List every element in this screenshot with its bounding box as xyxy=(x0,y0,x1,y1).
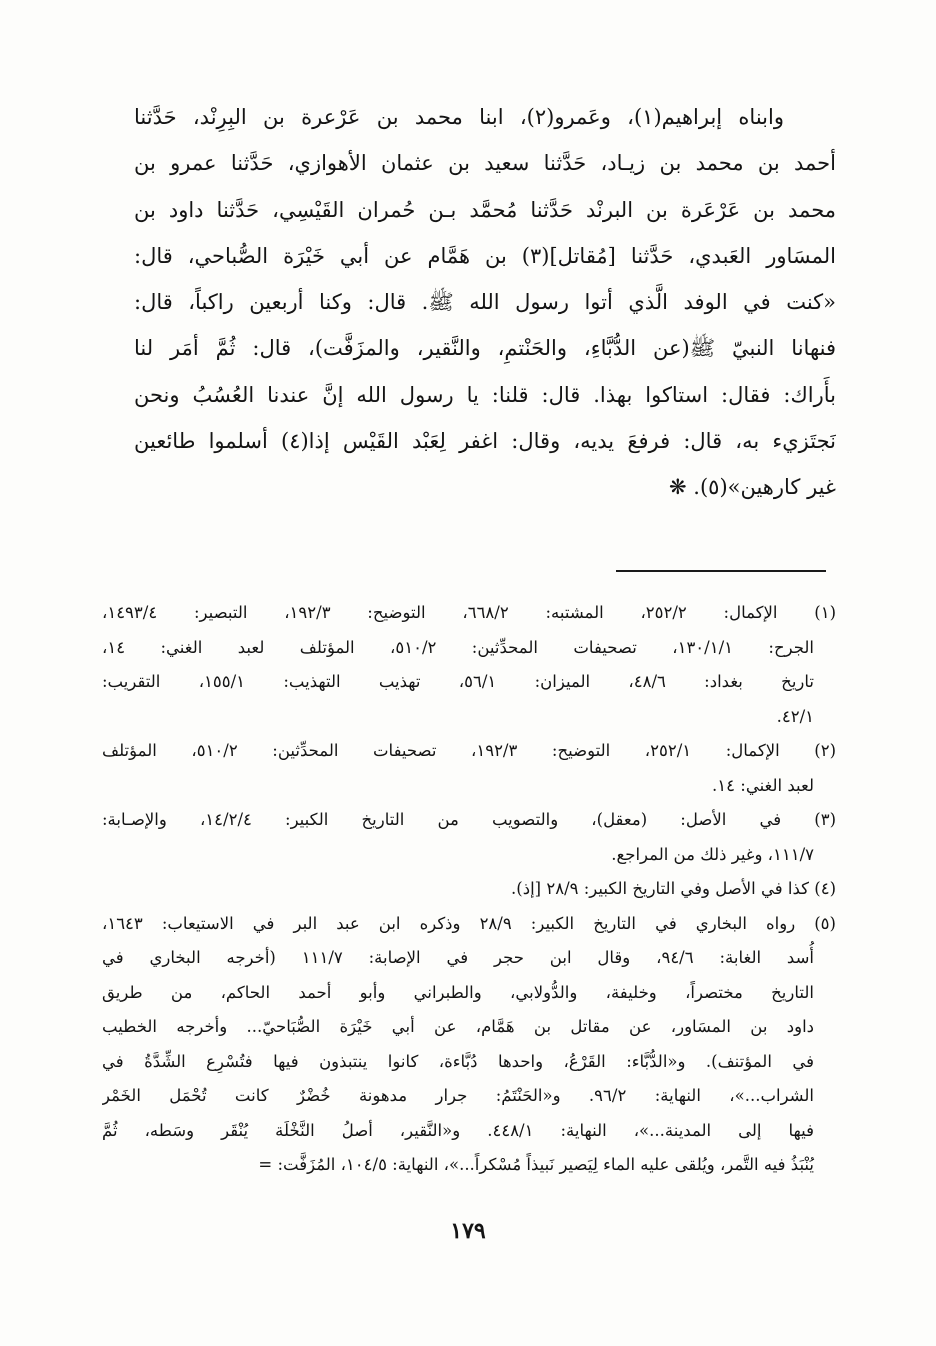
footnote-line: (٥) رواه البخاري في التاريخ الكبير: ٢٨/٩ وذكره ابن عبد البر في الاستيعاب: ١٦٤٣، xyxy=(102,913,836,933)
footnote-line: (٣) في الأصل: (معقل)، والتصويب من التاريخ الكبير: ١٤/٢/٤، والإصـابة: xyxy=(102,810,836,829)
footnote-line: الشراب...»، النهاية: ٩٦/٢. و«الحَنْتَمُ: جرار مدهونة خُضْرٌ كانت تُحْمَل الخَمْر xyxy=(102,1086,814,1105)
footnote-line: (١) الإكمال: ٢٥٢/٢، المشتبه: ٦٦٨/٢، التوضيح: ١٩٢/٣، التبصير: ١٤٩٣/٤، xyxy=(102,603,836,622)
footnote-line: (٤) كذا في الأصل وفي التاريخ الكبير: ٢٨/٩ [إذ). xyxy=(511,879,836,898)
page-number: ١٧٩ xyxy=(450,1218,486,1244)
main-text-line: المسَاور العَبدي، حَدَّثنا [مُقاتل](٣) بن هَمَّام عن أبي خَيْرَة الصُّباحي، قال: xyxy=(134,243,836,268)
footnote-separator xyxy=(616,570,826,572)
footnote-line: التاريخ مختصراً، وخليفة، والدُّولابي، والطبراني وأبو أحمد الحاكم، من طريق xyxy=(102,982,814,1002)
footnote-line: ٤٢/١. xyxy=(776,706,814,726)
main-text-line: غير كارهين»(٥). ❋ xyxy=(669,475,836,500)
footnote-5 xyxy=(102,907,836,1183)
main-text-line: محمد بن عَرْعَرة بن البرنْد حَدَّثنا مُحمَّد بـن حُمران القَيْسِي، حَدَّثنا داود بن xyxy=(134,197,836,222)
main-text-line: فنهانا النبيّ ﷺ(عن الدُّبَّاءِ، والحَنْتمِ، والنَّقير، والمزَفَّت)، قال: ثُمَّ أمَر لنا xyxy=(134,336,836,361)
footnote-line: (٢) الإكمال: ٢٥٢/١، التوضيح: ١٩٢/٣، تصحيفات المحدِّثين: ٥١٠/٢، المؤتلف xyxy=(102,741,836,760)
main-text-line: «كنت في الوفد الَّذي أتوا رسول الله ﷺ. قال: وكنا أربعين راكباً، قال: xyxy=(134,290,836,315)
footnote-line: في المؤتنف). و«الدُّبَّاء: القَرْعُ، واحدها دُبَّاءة، كانوا ينتبذون فيها فتُسْرِع الشِّدَّةُ في xyxy=(102,1051,814,1071)
footnote-line: فيها إلى المدينة...»، النهاية: ٤٤٨/١. و«النَّقير، أصلُ النَّخْلَة يُنْقَر وسَطه، ثُمَّ xyxy=(102,1120,815,1140)
main-text-line: نَجتَزيء به، قال: فرفعَ يديه، وقال: اغفر لِعَبْد القَيْس إذا(٤) أسلموا طائعين xyxy=(134,429,836,454)
footnote-line: ١١١/٧، وغير ذلك من المراجع. xyxy=(611,844,814,864)
footnote-line: تاريخ بغداد: ٤٨/٦، الميزان: ٥٦/١، تهذيب التهذيب: ١٥٥/١، التقريب: xyxy=(102,672,815,691)
footnote-2 xyxy=(102,734,836,803)
footnotes-block xyxy=(102,596,836,1183)
main-text-line: بأَراك: فقال: استاكوا بهذا. قال: قلنا: يا رسول الله إنَّ عندنا العُسُبُ ونحن xyxy=(134,382,836,407)
footnote-line: لعبد الغني: ١٤. xyxy=(712,775,814,795)
main-text-line-content: وابناه إبراهيم(١)، وعَمرو(٢)، ابنا محمد بن عَرْعرة بن البِرِنْد، حَدَّثنا xyxy=(134,105,784,129)
main-text-line: أحمد بن محمد بن زيـاد، حَدَّثنا سعيد بن عثمان الأهوازي، حَدَّثنا عمرو بن xyxy=(134,151,836,176)
footnote-line: أُسد الغابة: ٩٤/٦، وقال ابن حجر في الإصابة: ١١١/٧ (أخرجه البخاري في xyxy=(102,948,814,967)
main-text-block xyxy=(134,94,836,511)
footnote-line: يُنْبَذُ فيه التَّمر، ويُلقى عليه الماء لِيَصير نَبيذاً مُسْكراً...»، النهاية: ١٠٤/٥، المُزَفَّت: = xyxy=(258,1155,814,1174)
footnote-4 xyxy=(102,872,836,907)
footnote-line: داود بن المسَاور، عن مقاتل بن هَمَّام، عن أبي خَيْرَة الصُّبَاحيّ... وأخرجه الخطيب xyxy=(102,1017,814,1036)
main-text-line xyxy=(134,94,836,140)
footnote-line: الجرح: ١٣٠/١/١، تصحيفات المحدِّثين: ٥١٠/٢، المؤتلف لعبد الغني: ١٤، xyxy=(102,637,815,657)
footnote-3 xyxy=(102,803,836,872)
footnote-1 xyxy=(102,596,836,734)
